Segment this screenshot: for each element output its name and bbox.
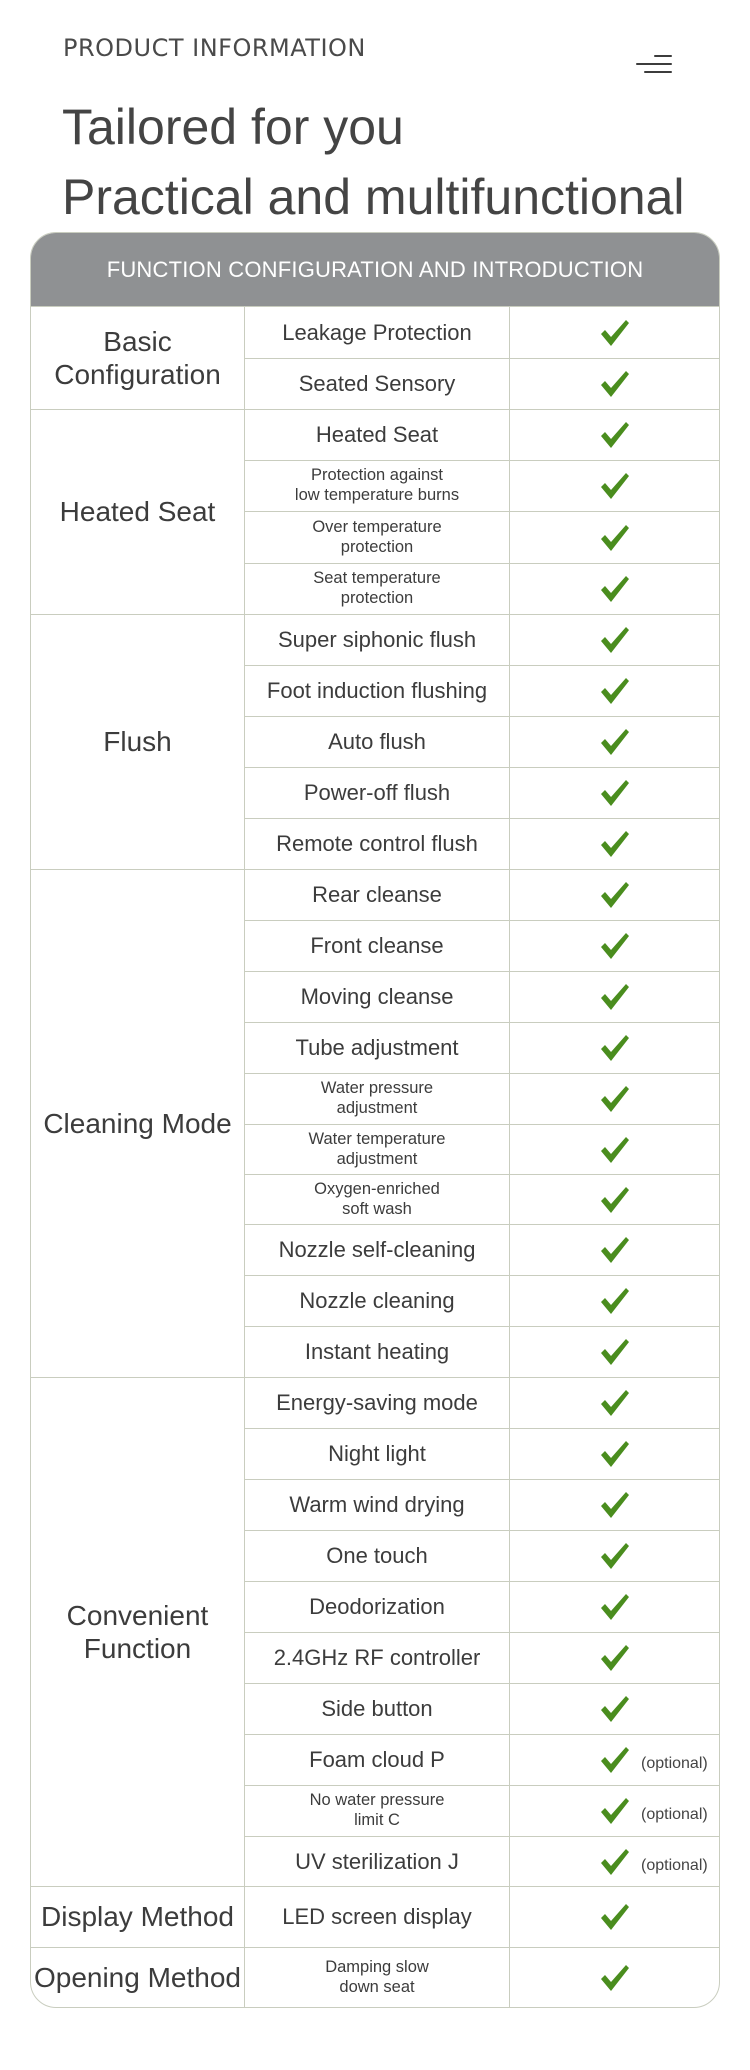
checkmark-icon (600, 1848, 630, 1876)
feature-label: Remote control flush (244, 818, 509, 869)
feature-label: Instant heating (244, 1326, 509, 1377)
feature-status-cell (509, 1683, 719, 1734)
feature-label: Over temperature protection (244, 511, 509, 563)
checkmark-icon (600, 830, 630, 858)
feature-label: Foam cloud P (244, 1734, 509, 1785)
feature-status-cell (509, 1174, 719, 1224)
table-body (31, 306, 719, 2007)
category-label: Display Method (31, 1886, 244, 1947)
checkmark-icon (600, 319, 630, 347)
feature-status-cell (509, 920, 719, 971)
feature-label: Night light (244, 1428, 509, 1479)
feature-label: Tube adjustment (244, 1022, 509, 1073)
checkmark-icon (600, 1593, 630, 1621)
feature-label: Leakage Protection (244, 306, 509, 358)
checkmark-icon (600, 370, 630, 398)
checkmark-icon (600, 626, 630, 654)
feature-status-cell (509, 460, 719, 511)
checkmark-icon (600, 524, 630, 552)
feature-status-cell (509, 358, 719, 409)
feature-label: Moving cleanse (244, 971, 509, 1022)
checkmark-icon (600, 728, 630, 756)
checkmark-icon (600, 1964, 630, 1992)
feature-status-cell (509, 1785, 719, 1836)
feature-status-cell (509, 1326, 719, 1377)
checkmark-icon (600, 1085, 630, 1113)
checkmark-icon (600, 421, 630, 449)
feature-status-cell (509, 1073, 719, 1124)
feature-status-cell (509, 665, 719, 716)
headline-line-2: Practical and multifunctional (62, 169, 685, 225)
feature-status-cell (509, 1530, 719, 1581)
feature-status-cell (509, 1275, 719, 1326)
feature-label: Protection against low temperature burns (244, 460, 509, 511)
feature-status-cell (509, 869, 719, 920)
optional-note: (optional) (641, 1856, 708, 1874)
feature-label: One touch (244, 1530, 509, 1581)
feature-status-cell (509, 971, 719, 1022)
page-section-label: PRODUCT INFORMATION (63, 34, 366, 62)
feature-status-cell (509, 409, 719, 460)
checkmark-icon (600, 1746, 630, 1774)
feature-label: Rear cleanse (244, 869, 509, 920)
feature-status-cell (509, 1022, 719, 1073)
feature-label: Water pressure adjustment (244, 1073, 509, 1124)
checkmark-icon (600, 1034, 630, 1062)
feature-status-cell (509, 1632, 719, 1683)
feature-label: Front cleanse (244, 920, 509, 971)
checkmark-icon (600, 1695, 630, 1723)
category-label: Opening Method (31, 1947, 244, 2008)
checkmark-icon (600, 677, 630, 705)
feature-label: Water temperature adjustment (244, 1124, 509, 1174)
feature-label: UV sterilization J (244, 1836, 509, 1886)
feature-status-cell (509, 1734, 719, 1785)
checkmark-icon (600, 932, 630, 960)
checkmark-icon (600, 1644, 630, 1672)
feature-status-cell (509, 1377, 719, 1428)
feature-label: Seat temperature protection (244, 563, 509, 614)
checkmark-icon (600, 1136, 630, 1164)
feature-label: Oxygen-enriched soft wash (244, 1174, 509, 1224)
feature-label: Damping slow down seat (244, 1947, 509, 2008)
feature-label: Power-off flush (244, 767, 509, 818)
feature-label: Deodorization (244, 1581, 509, 1632)
feature-status-cell (509, 716, 719, 767)
feature-label: Side button (244, 1683, 509, 1734)
checkmark-icon (600, 1903, 630, 1931)
checkmark-icon (600, 575, 630, 603)
hamburger-menu-icon[interactable] (636, 53, 672, 75)
optional-note: (optional) (641, 1805, 708, 1823)
table-header: FUNCTION CONFIGURATION AND INTRODUCTION (31, 233, 719, 306)
headline-line-1: Tailored for you (62, 99, 404, 155)
checkmark-icon (600, 1491, 630, 1519)
feature-status-cell (509, 563, 719, 614)
category-label: Convenient Function (31, 1377, 244, 1886)
checkmark-icon (600, 779, 630, 807)
feature-label: Nozzle self-cleaning (244, 1224, 509, 1275)
feature-label: Super siphonic flush (244, 614, 509, 665)
checkmark-icon (600, 881, 630, 909)
feature-label: LED screen display (244, 1886, 509, 1947)
checkmark-icon (600, 1440, 630, 1468)
feature-label: Warm wind drying (244, 1479, 509, 1530)
feature-label: No water pressure limit C (244, 1785, 509, 1836)
feature-label: Seated Sensory (244, 358, 509, 409)
checkmark-icon (600, 1797, 630, 1825)
feature-status-cell (509, 511, 719, 563)
feature-label: Foot induction flushing (244, 665, 509, 716)
checkmark-icon (600, 1542, 630, 1570)
feature-status-cell (509, 1224, 719, 1275)
function-configuration-table (30, 232, 720, 2008)
feature-status-cell (509, 1428, 719, 1479)
checkmark-icon (600, 1287, 630, 1315)
feature-label: Auto flush (244, 716, 509, 767)
checkmark-icon (600, 1186, 630, 1214)
optional-note: (optional) (641, 1754, 708, 1772)
feature-status-cell (509, 1124, 719, 1174)
checkmark-icon (600, 1338, 630, 1366)
feature-status-cell (509, 1581, 719, 1632)
checkmark-icon (600, 1389, 630, 1417)
feature-status-cell (509, 1836, 719, 1886)
feature-label: Energy-saving mode (244, 1377, 509, 1428)
feature-status-cell (509, 767, 719, 818)
feature-status-cell (509, 1947, 719, 2008)
feature-status-cell (509, 306, 719, 358)
feature-label: 2.4GHz RF controller (244, 1632, 509, 1683)
feature-label: Nozzle cleaning (244, 1275, 509, 1326)
category-label: Basic Configuration (31, 306, 244, 409)
feature-status-cell (509, 614, 719, 665)
checkmark-icon (600, 983, 630, 1011)
checkmark-icon (600, 1236, 630, 1264)
feature-status-cell (509, 1479, 719, 1530)
category-label: Heated Seat (31, 409, 244, 614)
category-label: Cleaning Mode (31, 869, 244, 1377)
checkmark-icon (600, 472, 630, 500)
feature-status-cell (509, 818, 719, 869)
category-label: Flush (31, 614, 244, 869)
feature-status-cell (509, 1886, 719, 1947)
feature-label: Heated Seat (244, 409, 509, 460)
